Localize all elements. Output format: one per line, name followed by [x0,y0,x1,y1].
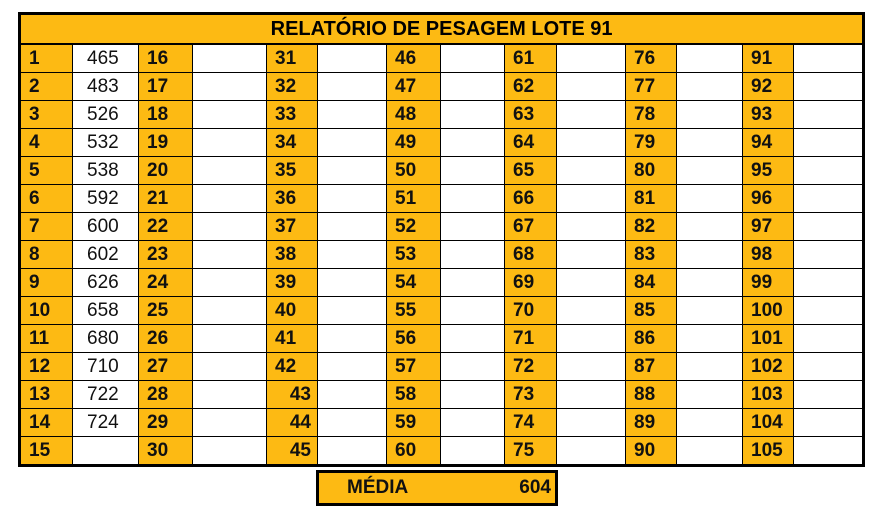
weighing-index-cell: 57 [387,353,441,381]
weight-value-cell[interactable] [193,269,267,297]
weighing-index-cell: 62 [505,73,557,101]
weight-value-cell[interactable]: 592 [73,185,139,213]
weight-value-cell[interactable] [557,213,626,241]
weight-value-cell[interactable] [441,213,505,241]
weight-value-cell[interactable] [794,101,864,129]
weighing-index-cell: 2 [20,73,73,101]
weight-value-cell[interactable] [794,241,864,269]
weight-value-cell[interactable] [794,157,864,185]
weighing-index-cell: 32 [267,73,318,101]
weighing-index-cell: 24 [139,269,193,297]
weight-value-cell[interactable] [441,269,505,297]
weighing-index-cell: 104 [743,409,794,437]
table-row [20,297,864,325]
weighing-index-cell: 72 [505,353,557,381]
weighing-index-cell: 11 [20,325,73,353]
weight-value-cell[interactable] [441,73,505,101]
weight-value-cell[interactable] [677,269,743,297]
table-row [20,213,864,241]
weight-value-cell[interactable] [441,241,505,269]
weighing-index-cell: 85 [626,297,677,325]
weight-value-cell[interactable] [318,157,387,185]
weight-value-cell[interactable]: 658 [73,297,139,325]
weight-value-cell[interactable]: 538 [73,157,139,185]
weight-value-cell[interactable] [193,44,267,73]
weighing-index-cell: 47 [387,73,441,101]
weight-value-cell[interactable] [318,213,387,241]
weighing-index-cell: 35 [267,157,318,185]
table-row [20,353,864,381]
weighing-index-cell: 79 [626,129,677,157]
weight-value-cell[interactable] [193,157,267,185]
weighing-index-cell: 75 [505,437,557,466]
weight-value-cell[interactable] [557,185,626,213]
weighing-index-cell: 50 [387,157,441,185]
title-row [20,14,864,45]
weight-value-cell[interactable] [441,409,505,437]
weighing-index-cell: 66 [505,185,557,213]
weighing-index-cell: 87 [626,353,677,381]
weight-value-cell[interactable] [441,437,505,466]
weighing-index-cell: 67 [505,213,557,241]
weighing-index-cell: 81 [626,185,677,213]
weighing-index-cell: 22 [139,213,193,241]
weight-value-cell[interactable] [677,73,743,101]
weight-value-cell[interactable] [441,297,505,325]
table-row [20,157,864,185]
weight-value-cell[interactable] [557,241,626,269]
weighing-index-cell: 51 [387,185,441,213]
weighing-index-cell: 15 [20,437,73,466]
table-row [20,185,864,213]
weighing-index-cell: 42 [267,353,318,381]
weighing-index-cell: 64 [505,129,557,157]
weighing-index-cell: 103 [743,381,794,409]
weighing-index-cell: 48 [387,101,441,129]
weight-value-cell[interactable] [318,129,387,157]
weighing-index-cell: 43 [267,381,318,409]
weight-value-cell[interactable] [441,381,505,409]
weighing-table [18,12,865,467]
weight-value-cell[interactable] [318,269,387,297]
weight-value-cell[interactable] [557,409,626,437]
weighing-report [18,12,862,498]
table-row [20,241,864,269]
weighing-index-cell: 54 [387,269,441,297]
table-row [20,325,864,353]
weight-value-cell[interactable] [677,381,743,409]
weight-value-cell[interactable] [318,44,387,73]
weight-value-cell[interactable] [794,325,864,353]
weighing-index-cell: 90 [626,437,677,466]
weight-value-cell[interactable] [193,325,267,353]
weighing-index-cell: 91 [743,44,794,73]
weighing-index-cell: 61 [505,44,557,73]
weighing-index-cell: 18 [139,101,193,129]
weighing-index-cell: 23 [139,241,193,269]
weight-value-cell[interactable] [794,73,864,101]
weight-value-cell[interactable] [557,73,626,101]
weight-value-cell[interactable] [441,325,505,353]
weighing-index-cell: 69 [505,269,557,297]
weight-value-cell[interactable]: 626 [73,269,139,297]
weighing-index-cell: 34 [267,129,318,157]
weighing-index-cell: 31 [267,44,318,73]
weight-value-cell[interactable] [318,101,387,129]
weight-value-cell[interactable]: 602 [73,241,139,269]
weight-value-cell[interactable] [193,437,267,466]
weight-value-cell[interactable] [193,129,267,157]
weight-value-cell[interactable] [193,241,267,269]
weighing-index-cell: 14 [20,409,73,437]
weight-value-cell[interactable] [318,409,387,437]
table-row [20,437,864,466]
weight-value-cell[interactable] [677,353,743,381]
weight-value-cell[interactable]: 465 [73,44,139,73]
weight-value-cell[interactable] [677,129,743,157]
weighing-index-cell: 71 [505,325,557,353]
weight-value-cell[interactable]: 710 [73,353,139,381]
weighing-index-cell: 89 [626,409,677,437]
weighing-index-cell: 16 [139,44,193,73]
weighing-index-cell: 83 [626,241,677,269]
weighing-index-cell: 102 [743,353,794,381]
weighing-index-cell: 96 [743,185,794,213]
weight-value-cell[interactable] [193,409,267,437]
weighing-index-cell: 45 [267,437,318,466]
weighing-index-cell: 88 [626,381,677,409]
weighing-index-cell: 41 [267,325,318,353]
weight-value-cell[interactable] [677,44,743,73]
weighing-index-cell: 82 [626,213,677,241]
weight-value-cell[interactable] [441,157,505,185]
weighing-index-cell: 65 [505,157,557,185]
weighing-index-cell: 1 [20,44,73,73]
weight-value-cell[interactable] [557,381,626,409]
weighing-index-cell: 33 [267,101,318,129]
weight-value-cell[interactable] [677,157,743,185]
weight-value-cell[interactable] [441,101,505,129]
weight-value-cell[interactable]: 680 [73,325,139,353]
weighing-index-cell: 99 [743,269,794,297]
weight-value-cell[interactable] [557,44,626,73]
weighing-index-cell: 100 [743,297,794,325]
weight-value-cell[interactable] [318,353,387,381]
weight-value-cell[interactable] [193,73,267,101]
weighing-index-cell: 27 [139,353,193,381]
weighing-index-cell: 25 [139,297,193,325]
weighing-index-cell: 12 [20,353,73,381]
weight-value-cell[interactable] [318,73,387,101]
weighing-index-cell: 73 [505,381,557,409]
weighing-index-cell: 56 [387,325,441,353]
weight-value-cell[interactable] [794,409,864,437]
weighing-index-cell: 9 [20,269,73,297]
weight-value-cell[interactable] [557,269,626,297]
weight-value-cell[interactable] [441,353,505,381]
weight-value-cell[interactable] [794,269,864,297]
weight-value-cell[interactable] [318,381,387,409]
weighing-index-cell: 13 [20,381,73,409]
table-row [20,44,864,73]
weight-value-cell[interactable] [794,44,864,73]
weighing-index-cell: 49 [387,129,441,157]
weighing-index-cell: 38 [267,241,318,269]
weighing-index-cell: 44 [267,409,318,437]
weighing-index-cell: 20 [139,157,193,185]
weighing-index-cell: 78 [626,101,677,129]
weighing-index-cell: 86 [626,325,677,353]
weight-value-cell[interactable] [677,437,743,466]
weighing-index-cell: 37 [267,213,318,241]
weighing-index-cell: 29 [139,409,193,437]
weight-value-cell[interactable] [794,437,864,466]
weighing-index-cell: 17 [139,73,193,101]
table-row [20,73,864,101]
weight-value-cell[interactable] [193,213,267,241]
weight-value-cell[interactable]: 724 [73,409,139,437]
weighing-index-cell: 63 [505,101,557,129]
weight-value-cell[interactable] [193,381,267,409]
table-row [20,409,864,437]
weight-value-cell[interactable] [794,213,864,241]
weighing-index-cell: 94 [743,129,794,157]
average-label: MÉDIA [347,477,409,498]
weighing-index-cell: 80 [626,157,677,185]
weighing-index-cell: 98 [743,241,794,269]
weight-value-cell[interactable] [557,437,626,466]
weighing-index-cell: 105 [743,437,794,466]
weight-value-cell[interactable]: 526 [73,101,139,129]
weight-value-cell[interactable] [318,297,387,325]
weight-value-cell[interactable]: 722 [73,381,139,409]
table-row [20,381,864,409]
weight-value-cell[interactable]: 600 [73,213,139,241]
weighing-index-cell: 92 [743,73,794,101]
weighing-index-cell: 6 [20,185,73,213]
weighing-index-cell: 58 [387,381,441,409]
weighing-index-cell: 97 [743,213,794,241]
weighing-index-cell: 5 [20,157,73,185]
weight-value-cell[interactable] [794,297,864,325]
average-value: 604 [519,477,551,498]
weighing-index-cell: 28 [139,381,193,409]
weighing-index-cell: 53 [387,241,441,269]
weighing-index-cell: 39 [267,269,318,297]
weight-value-cell[interactable] [557,353,626,381]
weighing-index-cell: 10 [20,297,73,325]
weight-value-cell[interactable] [318,241,387,269]
weighing-index-cell: 7 [20,213,73,241]
weight-value-cell[interactable] [677,185,743,213]
weight-value-cell[interactable] [794,129,864,157]
weight-value-cell[interactable] [193,101,267,129]
weight-value-cell[interactable] [318,185,387,213]
weight-value-cell[interactable] [441,185,505,213]
weighing-index-cell: 74 [505,409,557,437]
report-title: RELATÓRIO DE PESAGEM LOTE 91 [20,14,864,45]
weight-value-cell[interactable] [677,325,743,353]
weighing-index-cell: 77 [626,73,677,101]
weighing-index-cell: 52 [387,213,441,241]
weight-value-cell[interactable] [318,325,387,353]
weighing-index-cell: 8 [20,241,73,269]
weighing-index-cell: 55 [387,297,441,325]
weight-value-cell[interactable] [557,325,626,353]
average-box [316,470,558,506]
weighing-index-cell: 84 [626,269,677,297]
weight-value-cell[interactable] [193,297,267,325]
weighing-index-cell: 4 [20,129,73,157]
weight-value-cell[interactable] [677,213,743,241]
weight-value-cell[interactable] [193,185,267,213]
weight-value-cell[interactable] [794,353,864,381]
weight-value-cell[interactable] [677,409,743,437]
weighing-index-cell: 36 [267,185,318,213]
weighing-index-cell: 46 [387,44,441,73]
weighing-index-cell: 60 [387,437,441,466]
weight-value-cell[interactable] [73,437,139,466]
weighing-index-cell: 40 [267,297,318,325]
weighing-index-cell: 19 [139,129,193,157]
weight-value-cell[interactable] [557,157,626,185]
weighing-index-cell: 30 [139,437,193,466]
weighing-index-cell: 59 [387,409,441,437]
weight-value-cell[interactable]: 483 [73,73,139,101]
weighing-index-cell: 70 [505,297,557,325]
weighing-index-cell: 101 [743,325,794,353]
weight-value-cell[interactable]: 532 [73,129,139,157]
weighing-index-cell: 76 [626,44,677,73]
weight-value-cell[interactable] [557,101,626,129]
weighing-index-cell: 21 [139,185,193,213]
weight-value-cell[interactable] [441,129,505,157]
weight-value-cell[interactable] [677,297,743,325]
table-row [20,269,864,297]
weight-value-cell[interactable] [557,297,626,325]
table-row [20,101,864,129]
weighing-index-cell: 93 [743,101,794,129]
weight-value-cell[interactable] [318,437,387,466]
weighing-index-cell: 95 [743,157,794,185]
weighing-index-cell: 26 [139,325,193,353]
weight-value-cell[interactable] [677,241,743,269]
weighing-index-cell: 3 [20,101,73,129]
weight-value-cell[interactable] [193,353,267,381]
weight-value-cell[interactable] [794,381,864,409]
weight-value-cell[interactable] [677,101,743,129]
weight-value-cell[interactable] [557,129,626,157]
table-row [20,129,864,157]
weight-value-cell[interactable] [794,185,864,213]
weighing-index-cell: 68 [505,241,557,269]
weight-value-cell[interactable] [441,44,505,73]
